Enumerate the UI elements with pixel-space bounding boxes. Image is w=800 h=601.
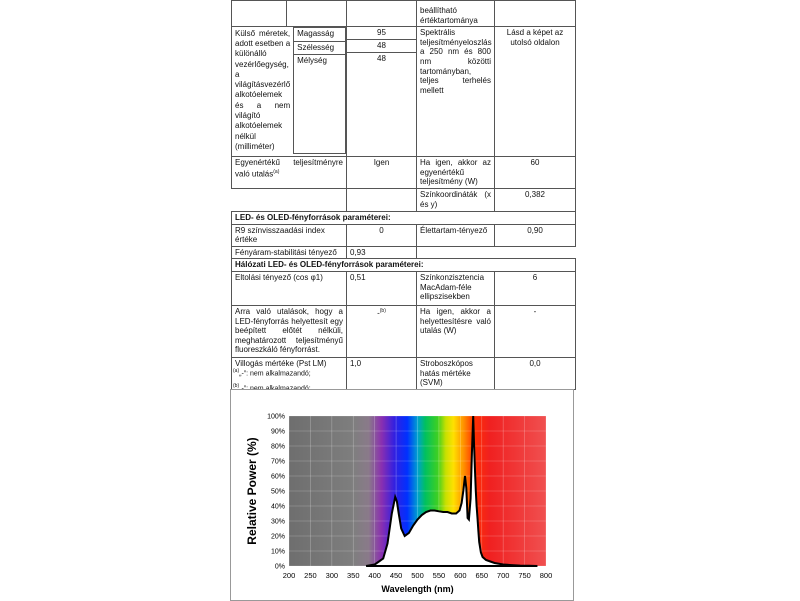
equiv-power-label: Ha igen, akkor az egyenértékű teljesítmény (W)	[417, 157, 495, 189]
equiv-power-ref-label: Egyenértékű teljesítményre való utalás	[235, 158, 343, 179]
y-tick-label: 90%	[270, 428, 285, 436]
spectrum-chart	[230, 389, 574, 601]
footnote-b-ref: (b)	[379, 307, 386, 314]
y-tick-label: 80%	[270, 443, 285, 451]
footnote-a-text: „-”: nem alkalmazandó;	[239, 370, 311, 378]
depth-label: Mélység	[294, 55, 346, 154]
dimensions-block	[232, 27, 346, 154]
external-dimensions-label: Külső méretek, adott esetben a különálló vezérlőegység, a világításvezérlő alkotóelemek és a nem világító alkotóelemek nélkül (milliméter)	[235, 28, 291, 151]
footnote-b-mark: (b)	[233, 383, 240, 390]
spectrum-chart-svg	[231, 390, 573, 600]
width-value: 48	[347, 40, 416, 53]
x-tick-label: 750	[518, 571, 531, 580]
displacement-factor-label: Eltolási tényező (cos φ1)	[232, 271, 347, 305]
table-cell-range-label: beállítható értéktartománya	[417, 1, 495, 27]
stroboscopic-value: 0,0	[495, 357, 576, 389]
y-tick-label: 20%	[270, 533, 285, 541]
y-tick-label: 40%	[270, 503, 285, 511]
mains-section-heading: Hálózati LED- és OLED-fényforrások paraméterei:	[232, 259, 576, 272]
x-tick-label: 600	[454, 571, 467, 580]
x-tick-label: 450	[389, 571, 403, 580]
fluorescent-replacement-value: -	[377, 308, 380, 318]
x-tick-label: 200	[282, 571, 296, 580]
stroboscopic-label: Stroboszkópos hatás mértéke (SVM)	[417, 357, 495, 389]
y-tick-label: 10%	[270, 548, 285, 556]
flux-maintenance-label: Fényáram-stabilitási tényező	[232, 246, 347, 259]
y-axis-label: Relative Power (%)	[245, 437, 259, 545]
spectral-label: Spektrális teljesítményeloszlás a 250 nm és 800 nm közötti tartományban, teljes terhelés mellett	[417, 27, 495, 157]
flicker-metric-label: Villogás mértéke (Pst LM)	[232, 357, 347, 389]
chromaticity-label: Színkoordináták (x és y)	[417, 188, 495, 211]
fluorescent-replacement-label: Arra való utalások, hogy a LED-fényforrás helyettesít egy beépített előtét nélküli, meghatározott teljesítményű fluoreszkáló fényforrást.	[232, 305, 347, 357]
displacement-factor-value: 0,51	[347, 271, 417, 305]
led-section-heading: LED- és OLED-fényforrások paraméterei:	[232, 211, 576, 224]
r9-value: 0	[347, 224, 417, 246]
x-axis-label: Wavelength (nm)	[381, 584, 454, 594]
survival-factor-value: 0,90	[495, 224, 576, 246]
r9-label: R9 színvisszaadási index értéke	[232, 224, 347, 246]
x-tick-label: 800	[539, 571, 553, 580]
footnote-a	[233, 365, 311, 380]
height-value: 95	[347, 27, 416, 40]
height-label: Magasság	[294, 28, 346, 42]
x-tick-label: 350	[346, 571, 360, 580]
replacement-power-value: -	[495, 305, 576, 357]
y-tick-label: 50%	[270, 488, 285, 496]
spectral-value: Lásd a képet az utolsó oldalon	[495, 27, 576, 157]
x-tick-label: 250	[304, 571, 317, 580]
y-tick-label: 70%	[270, 458, 285, 466]
flicker-metric-value: 1,0	[347, 357, 417, 389]
x-tick-label: 300	[325, 571, 339, 580]
x-tick-label: 500	[411, 571, 424, 580]
specs-table	[231, 0, 576, 390]
colour-consistency-value: 6	[495, 271, 576, 305]
y-tick-label: 100%	[267, 413, 285, 421]
x-tick-label: 550	[432, 571, 446, 580]
width-label: Szélesség	[294, 41, 346, 55]
flux-maintenance-value: 0,93	[347, 246, 417, 259]
equiv-power-value: 60	[495, 157, 576, 189]
survival-factor-label: Élettartam-tényező	[417, 224, 495, 246]
x-tick-label: 650	[475, 571, 489, 580]
x-tick-label: 400	[368, 571, 381, 580]
replacement-power-label: Ha igen, akkor a helyettesítésre való utalás (W)	[417, 305, 495, 357]
colour-consistency-label: Színkonzisztencia MacAdam-féle ellipszisekben	[417, 271, 495, 305]
footnote-a-mark: (a)	[233, 368, 240, 374]
chromaticity-value: 0,382	[495, 188, 576, 211]
depth-value: 48	[377, 54, 386, 64]
equiv-power-ref-value: Igen	[347, 157, 417, 189]
y-tick-label: 60%	[270, 473, 285, 481]
y-tick-label: 0%	[274, 563, 285, 571]
footnote-a-ref: (a)	[273, 168, 280, 175]
x-tick-label: 700	[496, 571, 510, 580]
y-tick-label: 30%	[270, 518, 285, 526]
